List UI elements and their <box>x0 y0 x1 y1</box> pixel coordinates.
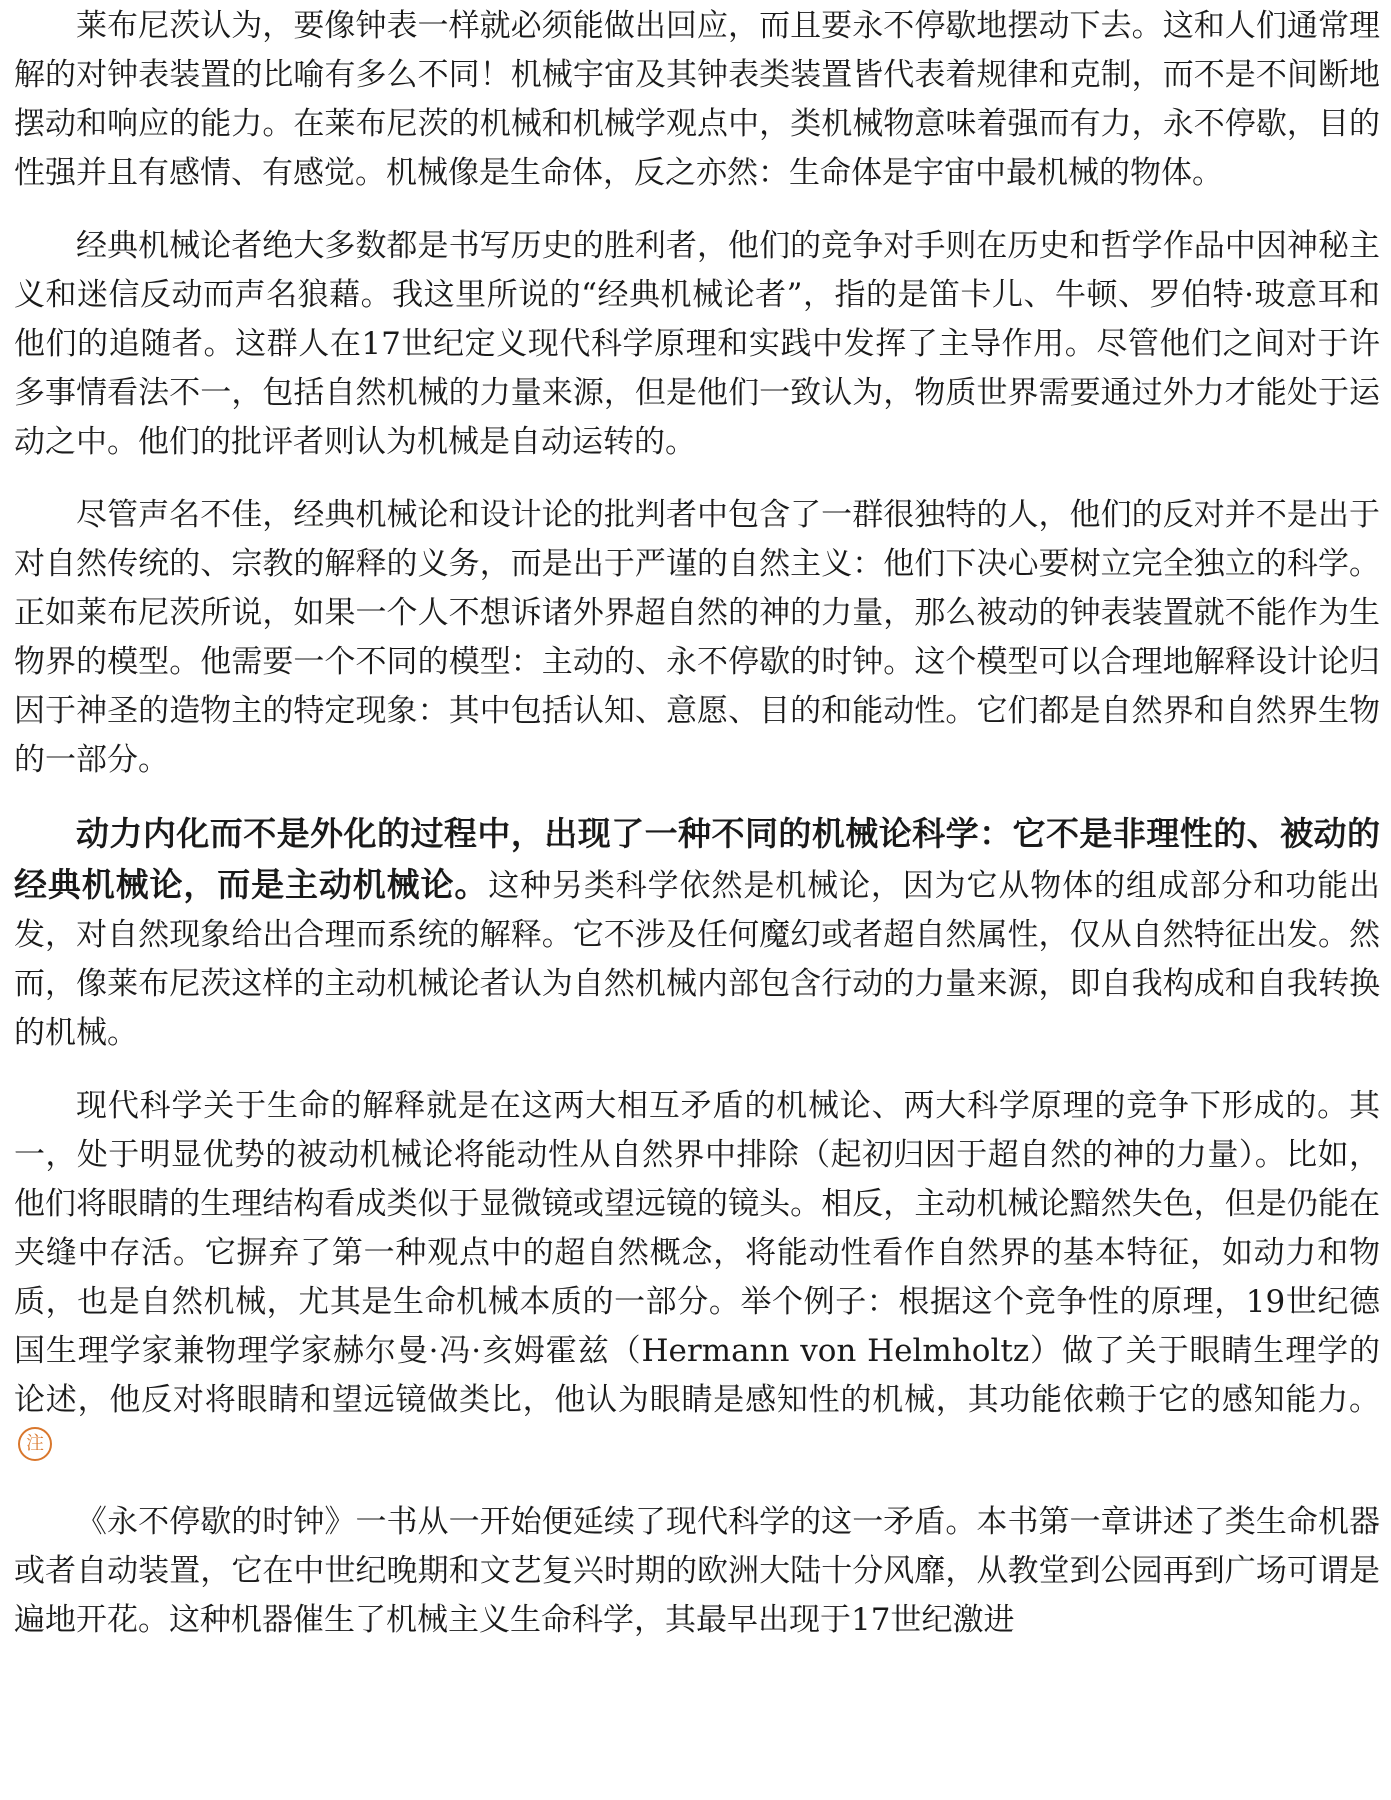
paragraph-3: 尽管声名不佳，经典机械论和设计论的批判者中包含了一群很独特的人，他们的反对并不是出于对自然传统的、宗教的解释的义务，而是出于严谨的自然主义：他们下决心要树立完全独立的科学。正如莱布尼茨所说，如果一个人不想诉诸外界超自然的神的力量，那么被动的钟表装置就不能作为生物界的模型。他需要一个不同的模型：主动的、永不停歇的时钟。这个模型可以合理地解释设计论归因于神圣的造物主的特定现象：其中包括认知、意愿、目的和能动性。它们都是自然界和自然界生物的一部分。 <box>14 497 1380 778</box>
paragraph-1: 莱布尼茨认为，要像钟表一样就必须能做出回应，而且要永不停歇地摆动下去。这和人们通常理解的对钟表装置的比喻有多么不同！机械宇宙及其钟表类装置皆代表着规律和克制，而不是不间断地摆动和响应的能力。在莱布尼茨的机械和机械学观点中，类机械物意味着强而有力，永不停歇，目的性强并且有感情、有感觉。机械像是生命体，反之亦然：生命体是宇宙中最机械的物体。 <box>14 8 1380 191</box>
paragraph-5 <box>14 1082 1380 1474</box>
paragraph-5-text: 现代科学关于生命的解释就是在这两大相互矛盾的机械论、两大科学原理的竞争下形成的。其一，处于明显优势的被动机械论将能动性从自然界中排除（起初归因于超自然的神的力量）。比如，他们将眼睛的生理结构看成类似于显微镜或望远镜的镜头。相反，主动机械论黯然失色，但是仍能在夹缝中存活。它摒弃了第一种观点中的超自然概念，将能动性看作自然界的基本特征，如动力和物质，也是自然机械，尤其是生命机械本质的一部分。举个例子：根据这个竞争性的原理，19世纪德国生理学家兼物理学家赫尔曼·冯·亥姆霍兹（Hermann von Helmholtz）做了关于眼睛生理学的论述，他反对将眼睛和望远镜做类比，他认为眼睛是感知性的机械，其功能依赖于它的感知能力。 <box>14 1088 1380 1418</box>
footnote-circle-icon[interactable]: 注 <box>18 1427 52 1461</box>
bold-thesis: 动力内化而不是外化的过程中，出现了一种不同的机械论科学：它不是非理性的、被动的经典机械论，而是主动机械论。 <box>14 814 1380 904</box>
paragraph-6: 《永不停歇的时钟》一书从一开始便延续了现代科学的这一矛盾。本书第一章讲述了类生命机器或者自动装置，它在中世纪晚期和文艺复兴时期的欧洲大陆十分风靡，从教堂到公园再到广场可谓是遍地开花。这种机器催生了机械主义生命科学，其最早出现于17世纪激进 <box>14 1504 1380 1638</box>
paragraph-4 <box>14 809 1380 1058</box>
document-page <box>14 0 1380 1669</box>
paragraph-2: 经典机械论者绝大多数都是书写历史的胜利者，他们的竞争对手则在历史和哲学作品中因神秘主义和迷信反动而声名狼藉。我这里所说的“经典机械论者”，指的是笛卡儿、牛顿、罗伯特·玻意耳和他们的追随者。这群人在17世纪定义现代科学原理和实践中发挥了主导作用。尽管他们之间对于许多事情看法不一，包括自然机械的力量来源，但是他们一致认为，物质世界需要通过外力才能处于运动之中。他们的批评者则认为机械是自动运转的。 <box>14 228 1380 460</box>
paragraph-4-rest: 这种另类科学依然是机械论，因为它从物体的组成部分和功能出发，对自然现象给出合理而系统的解释。它不涉及任何魔幻或者超自然属性，仅从自然特征出发。然而，像莱布尼茨这样的主动机械论者认为自然机械内部包含行动的力量来源，即自我构成和自我转换的机械。 <box>14 868 1381 1051</box>
